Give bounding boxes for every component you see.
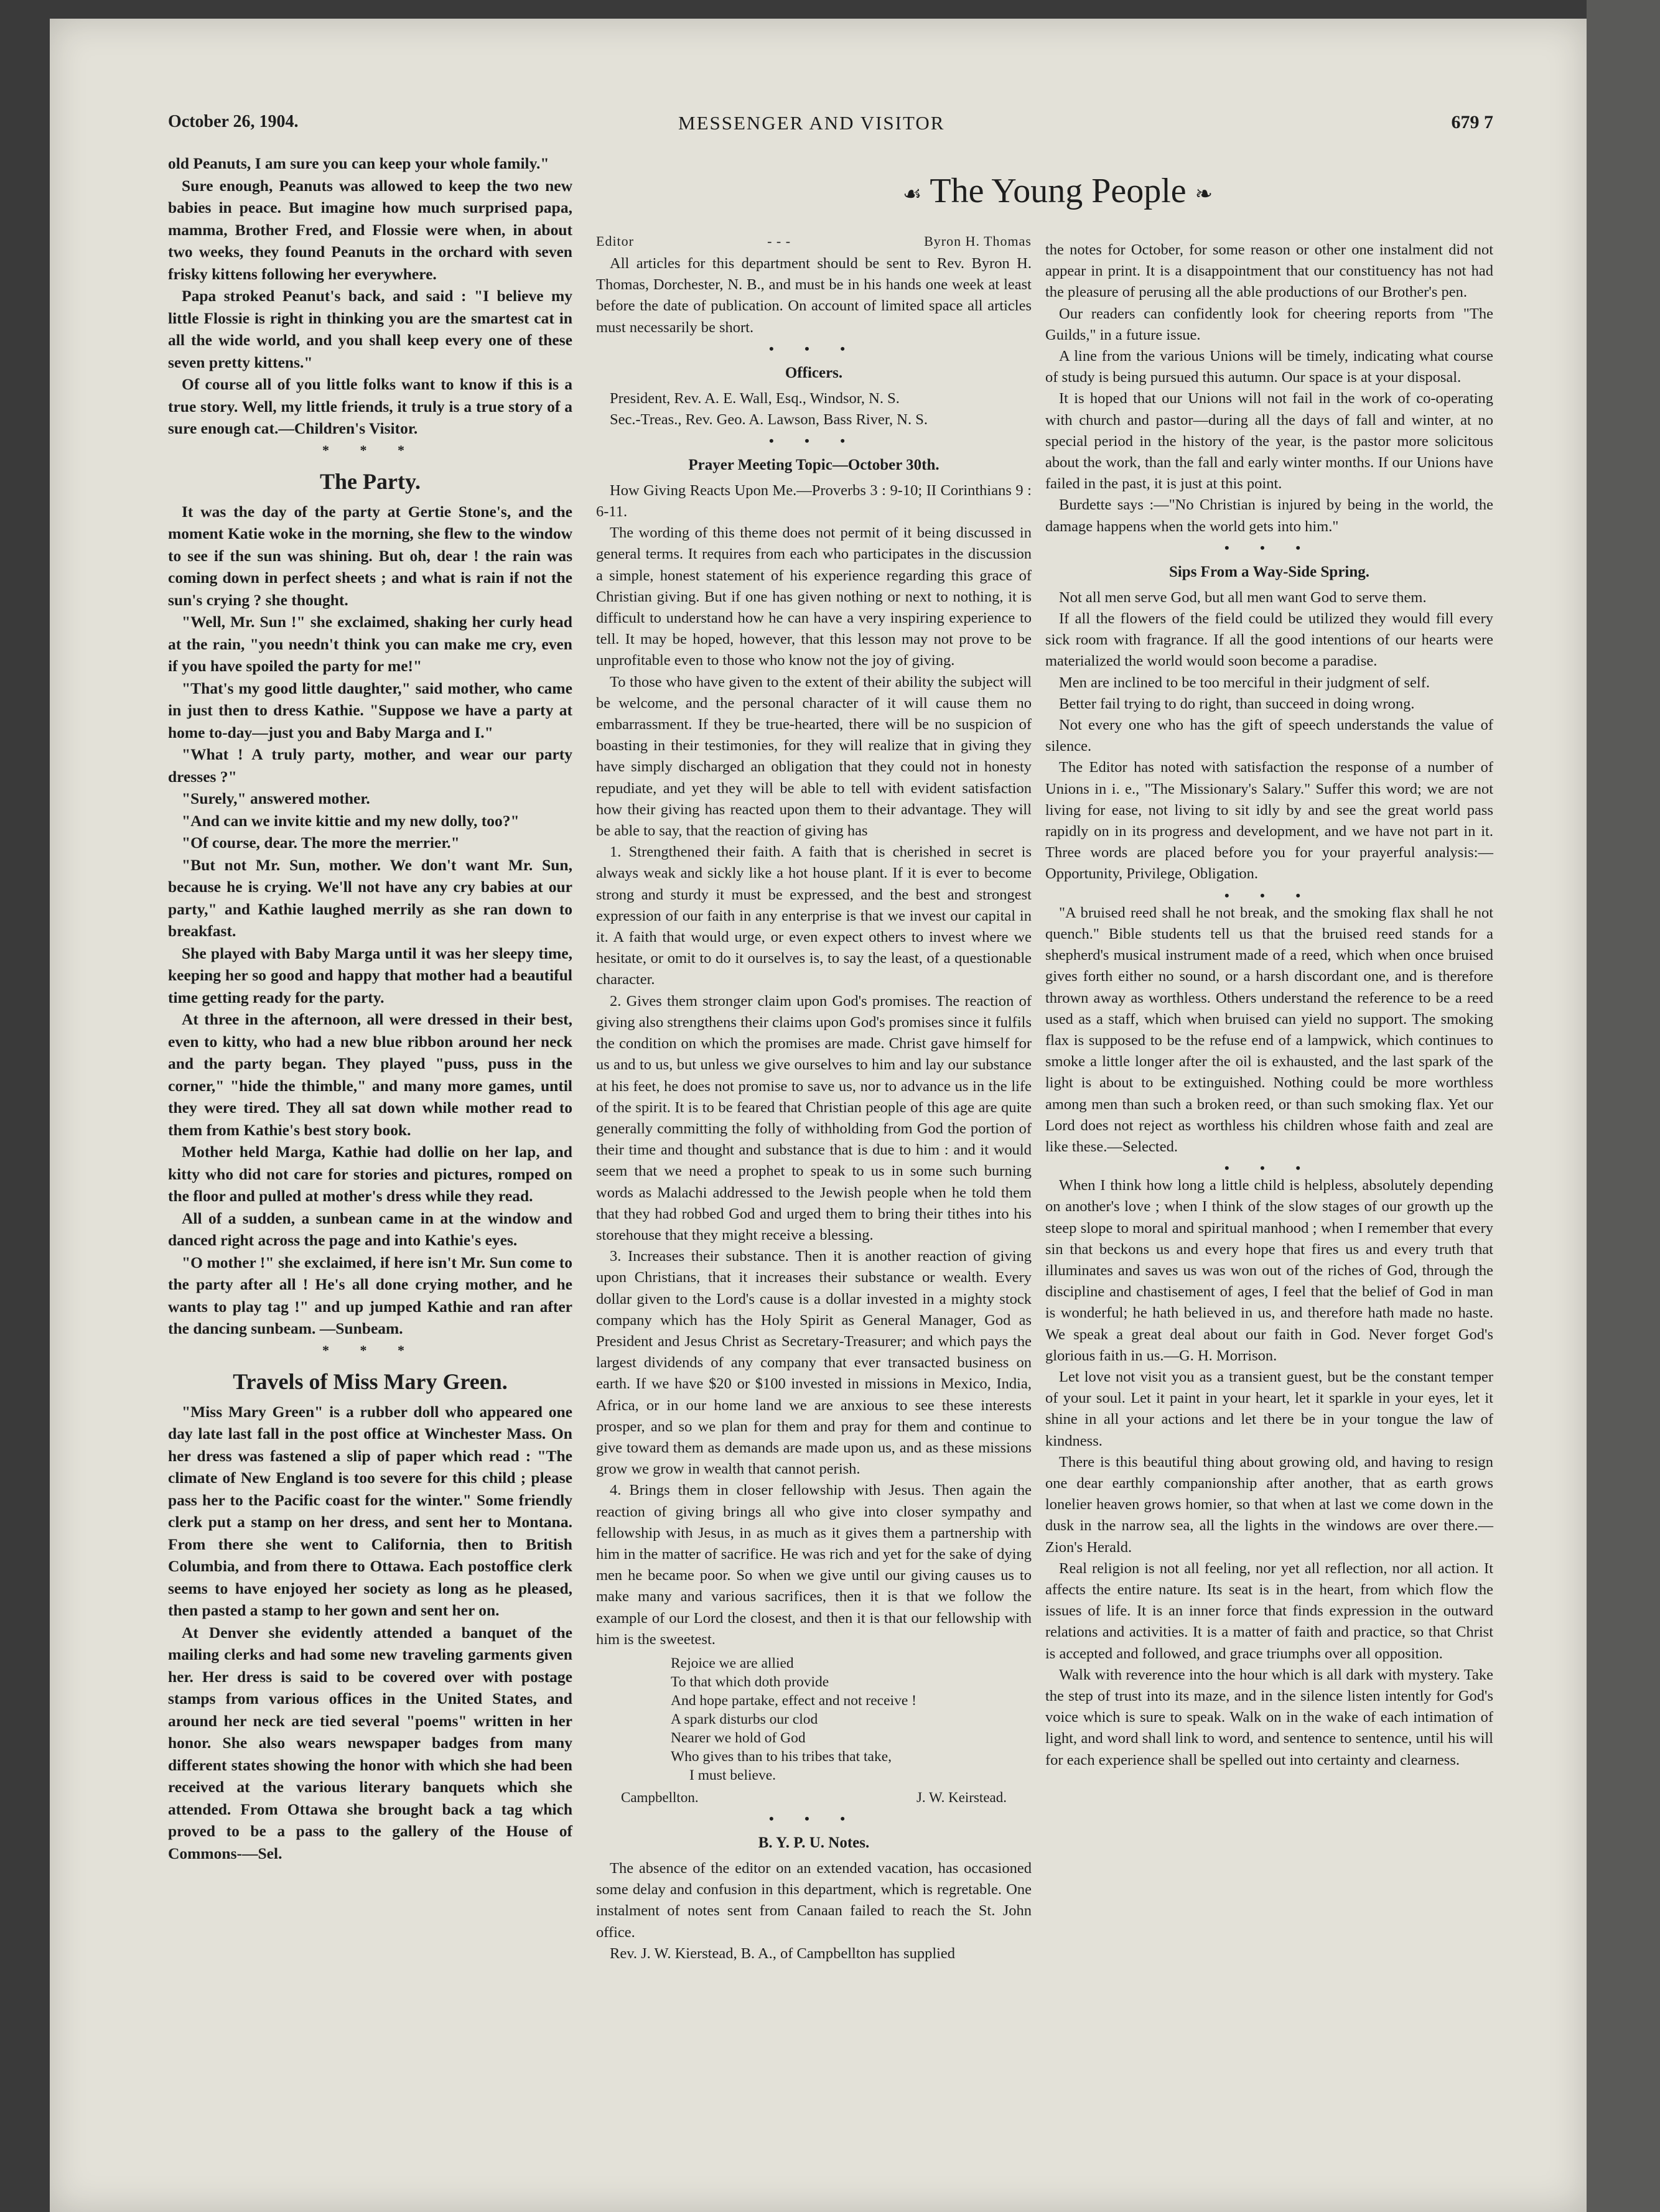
column-right	[1045, 239, 1493, 1771]
paragraph: Walk with reverence into the hour which is all dark with mystery. Take the step of trust into its maze, and in the silence listen intently for God's voice which is sure to speak. Walk on in the wake of each intimation of light, and word shall link to word, and sentence to sentence, until his will for each experience shall be spelled out into certainty and clearness.	[1045, 1666, 1493, 1768]
paragraph: "That's my good little daughter," said mother, who came in just then to dress Kathie. "Suppose we have a party at home to-day—just you and Baby Marga and I."	[168, 679, 572, 741]
section-divider: * * *	[322, 1342, 418, 1358]
paragraph: "And can we invite kittie and my new dolly, too?"	[182, 811, 520, 830]
paragraph: If all the flowers of the field could be utilized they would fill every sick room with fragrance. If all the good intentions of our hearts were materialized the world would soon become a paradise.	[1045, 610, 1493, 670]
page-header	[168, 112, 1493, 143]
paragraph: Burdette says :—"No Christian is injured by being in the world, the damage happens when the world gets into him."	[1045, 496, 1493, 535]
signature	[621, 1790, 1032, 1806]
topic-reference: How Giving Reacts Upon Me.—Proverbs 3 : 9-10; II Corinthians 9 : 6-11.	[596, 481, 1032, 521]
section-title	[871, 171, 1244, 211]
fleuron-left-icon: ☙	[902, 183, 922, 207]
paragraph: To those who have given to the extent of their ability the subject will be welcome, and the personal character of it will cause them no embarrassment. If they be true-hearted, there will be no suspicion of boasting in their testimonies, for they will realize that in giving they have simply discharged an obligation that they could not in honesty repudiate, and yet they will be able to tell with evident satisfaction how their giving has reacted upon them to their advantage. They will be able to say, that the reaction of giving has	[596, 673, 1032, 840]
paragraph: At Denver she evidently attended a banquet of the mailing clerks and had some new traveling garments given her. Her dress is said to be covered over with postage stamps from various offices in the United States, and around her neck are tied several "poems" written in her honor. She also wears newspaper badges from many different states showing the honor with which she had been received at the various literary banquets which she attended. From Ottawa she brought back a tag which proved to be a pass to the gallery of the House of Commons-—Sel.	[168, 1623, 572, 1862]
paragraph: Not every one who has the gift of speech understands the value of silence.	[1045, 717, 1493, 755]
paragraph: It was the day of the party at Gertie Stone's, and the moment Katie woke in the morning, she flew to the window to see if the sun was shining. But oh, dear ! the rain was coming down in perfect sheets ; and what is rain if not the sun's crying ? she thought.	[168, 502, 572, 609]
paragraph: Mother held Marga, Kathie had dollie on her lap, and kitty who did not care for stories and pictures, romped on the floor and pulled at mother's dress while they read.	[168, 1143, 572, 1205]
article-title-party: The Party.	[320, 468, 421, 494]
section-divider: • • •	[768, 432, 859, 448]
paragraph: It is hoped that our Unions will not fail in the work of co-operating with church and pastor—during all the days of fall and winter, at no special period in the history of the year, is the pastor more solicitous about the work, than the fall and early winter months. If our Unions have failed in the past, it is just at this point.	[1045, 390, 1493, 493]
section-title-text: The Young People	[930, 172, 1187, 210]
editor-name: Byron H. Thomas	[924, 233, 1032, 249]
paragraph: Our readers can confidently look for cheering reports from "The Guilds," in a future issue.	[1045, 305, 1493, 343]
paragraph: 1. Strengthened their faith. A faith that is cherished in secret is always weak and sickly like a hot house plant. If it is ever to become strong and sturdy it must be expressed, and the best and strongest expression of our faith in any enterprise is that we invest our capital in it. A faith that would urge, or even expect others to invest where we hesitate, or omit to do it ourselves is, to say the least, of a questionable character.	[596, 843, 1032, 988]
editor-label: Editor	[596, 233, 634, 249]
paragraph: When I think how long a little child is helpless, absolutely depending on another's love ; when I think of the slow stages of our growth up the steep slope to moral and spiritual manhood ; when I remember that every sin that beckons us and every hope that fires us and every truth that illuminates and saves us was won out of the riches of God, through the discipline and chastisement of ages, I feel that the belief of God in man is wonderful; he hath believed in us, and therefore hath made no haste. We speak a great deal about our faith in God. Never forget God's glorious faith in us.—G. H. Morrison.	[1045, 1177, 1493, 1364]
paragraph: "O mother !" she exclaimed, if here isn't Mr. Sun come to the party after all ! He's all done crying mother, and he wants to play tag !" and up jumped Kathie and ran after the dancing sunbeam. —Sunbeam.	[168, 1253, 572, 1337]
editor-line	[596, 233, 1032, 249]
paragraph: the notes for October, for some reason or other one instalment did not appear in print. It is a disappointment that our constituency has not had the pleasure of perusing all the able productions of our Brother's pen.	[1045, 241, 1493, 301]
paragraph: "Miss Mary Green" is a rubber doll who appeared one day late last fall in the post office at Winchester Mass. On her dress was fastened a slip of paper which read : "The climate of New England is too severe for this child ; please pass her to the Pacific coast for the winter." Some friendly clerk put a stamp on her dress, and sent her to Montana. From there she went to California, then to British Columbia, and from there to Ottawa. Each postoffice clerk seems to have enjoyed her society as long as he pleased, then pasted a stamp to her gown and sent her on.	[168, 1402, 572, 1619]
issue-date: October 26, 1904.	[168, 112, 299, 131]
paragraph: A line from the various Unions will be timely, indicating what course of study is being pursued this autumn. Our space is at your disposal.	[1045, 348, 1493, 386]
officer-line: Sec.-Treas., Rev. Geo. A. Lawson, Bass River, N. S.	[610, 411, 928, 428]
poem-line: To that which doth provide	[671, 1673, 829, 1690]
section-divider: * * *	[322, 442, 418, 458]
section-divider: • • •	[1224, 539, 1315, 555]
paragraph: "A bruised reed shall he not break, and the smoking flax shall he not quench." Bible students tell us that the bruised reed stands for a shepherd's musical instrument made of a reed, which when once bruised gives forth either no sound, or a harsh discordant one, and is therefore thrown away as worthless. Others understand the reference to be a reed used as a staff, which when bruised can yield no support. The smoking flax is supposed to be the refuse end of a lampwick, which continues to smoke a little longer after the oil is exhausted, and the last spark of the light is about to be extinguished. Nothing could be more worthless among men than such a broken reed, or than such smoking flax. Yet our Lord does not reject as worthless his children whose faith and zeal are like these.—Selected.	[1045, 904, 1493, 1155]
paragraph: "But not Mr. Sun, mother. We don't want Mr. Sun, because he is crying. We'll not have any cry babies at our party," and Kathie laughed merrily as she ran down to breakfast.	[168, 855, 572, 940]
paragraph: Let love not visit you as a transient guest, but be the constant temper of your soul. Let it paint in your heart, let it sparkle in your eyes, let it shine in all your actions and let there be in your tongue the law of kindness.	[1045, 1368, 1493, 1449]
signature-name: J. W. Keirstead.	[916, 1789, 1007, 1805]
page-number: 679 7	[1451, 112, 1493, 132]
poem	[671, 1654, 1032, 1785]
paragraph: She played with Baby Marga until it was her sleepy time, keeping her so good and happy that mother had a beautiful time getting ready for the party.	[168, 944, 572, 1006]
officers-title: Officers.	[785, 364, 843, 381]
poem-line: Nearer we hold of God	[671, 1729, 806, 1746]
poem-line: I must believe.	[689, 1767, 776, 1783]
topic-title: Prayer Meeting Topic—October 30th.	[688, 456, 940, 473]
paragraph: The wording of this theme does not permit of it being discussed in general terms. It requires from each who participates in the discussion a simple, honest statement of his experience regarding this grace of Christian giving. But if one has given nothing or next to nothing, it is difficult to understand how he can have a very inspiring experience to tell. It may be hoped, however, that this lesson may not prove to be unprofitable even to those who know not the joy of giving.	[596, 524, 1032, 669]
poem-line: Who gives than to his tribes that take,	[671, 1748, 892, 1765]
paragraph: Better fail trying to do right, than succeed in doing wrong.	[1059, 695, 1415, 712]
poem-line: Rejoice we are allied	[671, 1655, 794, 1671]
paragraph: At three in the afternoon, all were dressed in their best, even to kitty, who had a new blue ribbon around her neck and the party began. They played "puss, puss in the corner," "hide the thimble," and many more games, until they were tired. They all sat down while mother read to them from Kathie's best story book.	[168, 1010, 572, 1139]
fleuron-right-icon: ❧	[1195, 183, 1213, 207]
signature-place: Campbellton.	[621, 1789, 699, 1805]
paragraph: 2. Gives them stronger claim upon God's promises. The reaction of giving also strengthens their claims upon God's promises since it fulfils the condition on which the promises are made. Christ gave himself for us and to us, but unless we give ourselves to him and lay our substance at his feet, he does not promise to save us, nor to advance us in the life of the spirit. It is to be feared that Christian people of this age are quite generally committing the folly of withholding from God the portion of their time and thought and substance that is due to him : and it would seem that we need a prophet to speak to us in some such burning words as Malachi addressed to the Jewish people when he told them that they had robbed God and urged them to bring their tithes into his storehouse that they might receive a blessing.	[596, 992, 1032, 1243]
paragraph: Real religion is not all feeling, nor yet all reflection, nor all action. It affects the entire nature. Its seat is in the heart, from which flow the issues of life. It is an inner force that finds expression in the outward relations and activities. It is a matter of faith and practice, so that Christ is accepted and followed, and grace triumphs over all opposition.	[1045, 1559, 1493, 1662]
editor-note: All articles for this department should be sent to Rev. Byron H. Thomas, Dorchester, N. B., and must be in his hands one week at least before the date of publication. On account of limited space all articles must necessarily be short.	[596, 255, 1032, 336]
column-left	[168, 152, 572, 1864]
paragraph: Not all men serve God, but all men want God to serve them.	[1059, 588, 1427, 606]
poem-line: And hope partake, effect and not receive !	[671, 1692, 916, 1709]
section-divider: • • •	[768, 340, 859, 356]
newspaper-title: MESSENGER AND VISITOR	[678, 112, 945, 134]
sips-title: Sips From a Way-Side Spring.	[1168, 563, 1370, 580]
paragraph: old Peanuts, I am sure you can keep your whole family."	[168, 154, 549, 172]
paragraph: All of a sudden, a sunbean came in at the window and danced right across the page and into Kathie's eyes.	[168, 1209, 572, 1249]
paragraph: Men are inclined to be too merciful in their judgment of self.	[1059, 674, 1430, 691]
paragraph: Papa stroked Peanut's back, and said : "I believe my little Flossie is right in thinking you are the smartest cat in all the wide world, and you shall keep every one of these seven pretty kittens."	[168, 287, 572, 371]
bypu-title: B. Y. P. U. Notes.	[758, 1834, 870, 1851]
section-divider: • • •	[1224, 1160, 1315, 1176]
officer-line: President, Rev. A. E. Wall, Esq., Windsor, N. S.	[610, 389, 900, 407]
scan-edge	[1587, 0, 1660, 2212]
poem-line: A spark disturbs our clod	[671, 1711, 818, 1727]
paragraph: "Well, Mr. Sun !" she exclaimed, shaking her curly head at the rain, "you needn't think you can make me cry, even if you have spoiled the party for me!"	[168, 613, 572, 675]
section-divider: • • •	[1224, 887, 1315, 903]
editor-dashes: - - -	[767, 233, 791, 249]
paragraph: "What ! A truly party, mother, and wear our party dresses ?"	[168, 745, 572, 786]
paragraph: "Of course, dear. The more the merrier."	[182, 834, 460, 852]
paragraph: There is this beautiful thing about growing old, and having to resign one dear earthly companionship after another, that as earth grows lonelier heaven grows homier, so that when at last we come down in the dusk in the narrow sea, all the lights in the windows are over there.—Zion's Herald.	[1045, 1453, 1493, 1556]
paragraph: The absence of the editor on an extended vacation, has occasioned some delay and confusion in this department, which is regretable. One instalment of notes sent from Canaan failed to reach the St. John office.	[596, 1859, 1032, 1941]
paragraph: "Surely," answered mother.	[182, 789, 370, 807]
paragraph: 3. Increases their substance. Then it is another reaction of giving upon Christians, that it increases their substance or wealth. Every dollar given to the Lord's cause is a dollar invested in a mighty stock company which has the Holy Spirit as General Manager, God as President and Jesus Christ as Secretary-Treasurer; and which pays the largest dividends of any company that ever transacted business on earth. If we have $20 or $100 invested in missions in Mexico, India, Africa, or in our home land we are anxious to see these interests prosper, and so we plan for them and pray for them and continue to give toward them as demands are made upon us, and as these missions grow we grow in wealth that cannot perish.	[596, 1248, 1032, 1478]
paragraph: 4. Brings them in closer fellowship with Jesus. Then again the reaction of giving brings all who give into closer sympathy and fellowship with Jesus, in as much as it gives them a partnership with him in the matter of sacrifice. He was rich and yet for the sake of dying men he became poor. So when we give until our giving causes us to make many and various sacrifices, then it is that we follow the example of our Lord the closest, and then it is that our fellowship with him is the sweetest.	[596, 1482, 1032, 1648]
paragraph: Of course all of you little folks want to know if this is a true story. Well, my little friends, it truly is a true story of a sure enough cat.—Children's Visitor.	[168, 375, 572, 437]
paragraph: The Editor has noted with satisfaction the response of a number of Unions in i. e., "The Missionary's Salary." Suffer this word; we are not living for ease, not living to sit idly by and see the great world pass rapidly on in its progress and development, and we have not part in it. Three words are placed before you for your prayerful analysis:—Opportunity, Privilege, Obligation.	[1045, 759, 1493, 883]
article-title-travels: Travels of Miss Mary Green.	[233, 1369, 508, 1394]
section-divider: • • •	[768, 1810, 859, 1826]
column-middle	[596, 233, 1032, 1964]
paragraph: Rev. J. W. Kierstead, B. A., of Campbellton has supplied	[610, 1945, 956, 1962]
paragraph: Sure enough, Peanuts was allowed to keep the two new babies in peace. But imagine how much surprised papa, mamma, Brother Fred, and Flossie were when, in about two weeks, they found Peanuts in the orchard with seven frisky kittens following her everywhere.	[168, 176, 572, 283]
